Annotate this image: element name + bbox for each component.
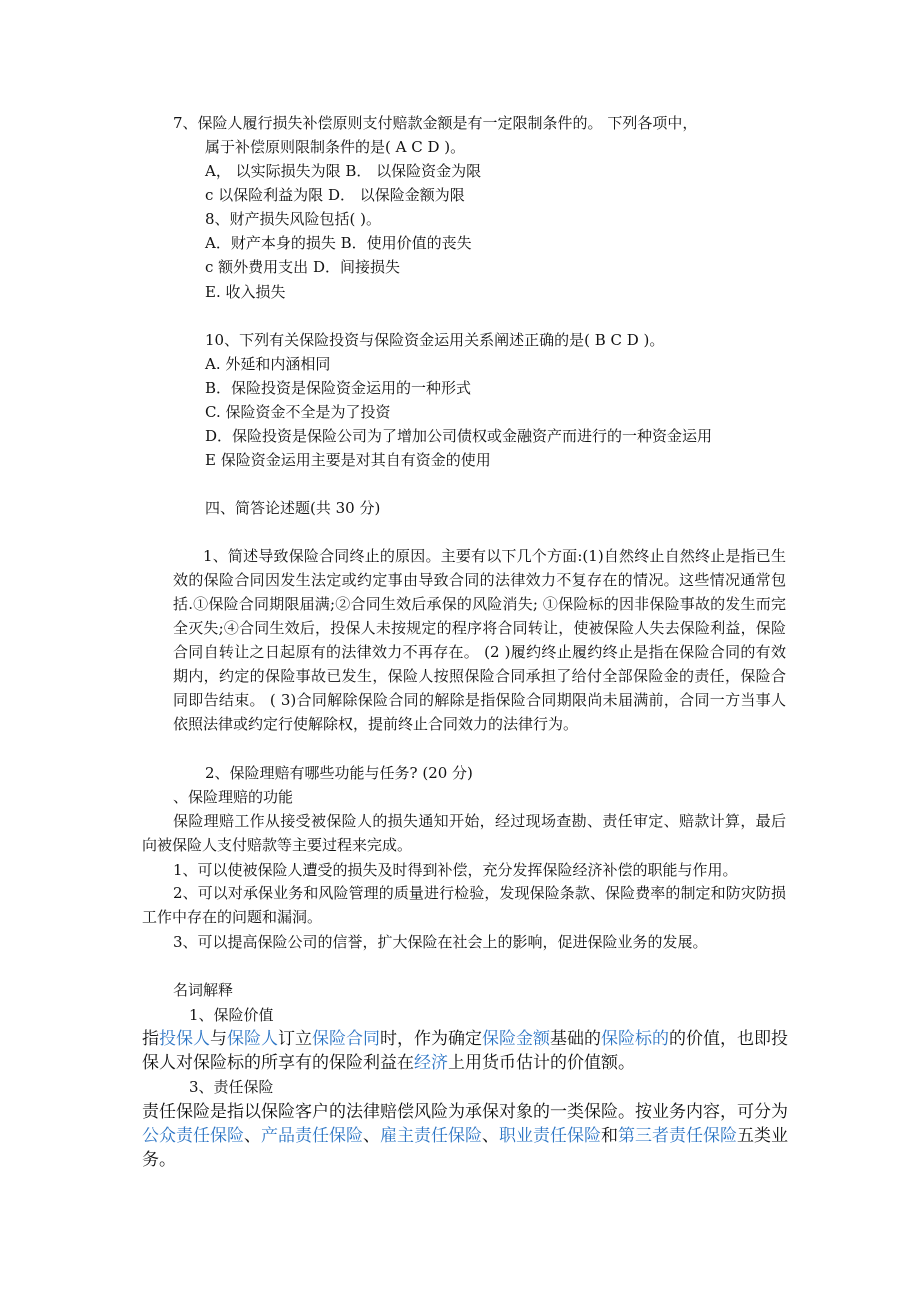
term-1-text: 订立	[278, 1029, 312, 1049]
link-insured-applicant[interactable]: 投保人	[159, 1029, 210, 1049]
link-insured-subject[interactable]: 保险标的	[601, 1029, 669, 1049]
term-3-text: 、	[244, 1126, 261, 1146]
link-public-liability[interactable]: 公众责任保险	[142, 1126, 244, 1146]
term-3-text: 五类业务。	[142, 1126, 788, 1170]
term-1-text: 基础的	[550, 1029, 601, 1049]
q10-option-b: B．保险投资是保险资金运用的一种形式	[205, 379, 472, 397]
q8-stem: 8、财产损失风险包括( )。	[205, 210, 382, 228]
term-3-title: 3、责任保险	[189, 1078, 274, 1096]
link-product-liability[interactable]: 产品责任保险	[261, 1126, 363, 1146]
term-1-text: 的价值，也即投保人对保险标的所享有的保险利益在	[142, 1029, 788, 1073]
answer-2-item-2: 2、可以对承保业务和风险管理的质量进行检验，发现保险条款、保险费率的制定和防灾防损工作中存在的问题和漏洞。	[142, 884, 786, 926]
q8-options-ab: A．财产本身的损失 B．使用价值的丧失	[205, 234, 472, 252]
link-insured-amount[interactable]: 保险金额	[482, 1029, 550, 1049]
q7-stem-line2: 属于补偿原则限制条件的是( A C D )。	[205, 138, 466, 156]
answer-2-title: 2、保险理赔有哪些功能与任务? (20 分)	[205, 764, 473, 782]
q10-stem: 10、下列有关保险投资与保险资金运用关系阐述正确的是( B C D )。	[205, 331, 665, 349]
term-3-definition	[142, 1100, 788, 1172]
q7-options-cd: c 以保险利益为限 D． 以保险金额为限	[205, 186, 465, 204]
term-1-text: 上用货币估计的价值额。	[448, 1053, 635, 1073]
term-1-text: 指	[142, 1029, 159, 1049]
term-3-text: 、	[363, 1126, 380, 1146]
link-professional-liability[interactable]: 职业责任保险	[499, 1126, 601, 1146]
link-insurance-contract[interactable]: 保险合同	[312, 1029, 380, 1049]
q8-options-cd: c 额外费用支出 D．间接损失	[205, 258, 400, 276]
section-heading: 四、简答论述题(共 30 分)	[205, 499, 381, 517]
q8-option-e: E. 收入损失	[205, 283, 286, 301]
link-third-party-liability[interactable]: 第三者责任保险	[618, 1126, 737, 1146]
term-1-definition	[142, 1027, 788, 1075]
q10-option-a: A. 外延和内涵相同	[205, 355, 331, 373]
term-1-text: 时，作为确定	[380, 1029, 482, 1049]
answer-2-intro: 保险理赔工作从接受被保险人的损失通知开始，经过现场查勘、责任审定、赔款计算，最后向被保险人支付赔款等主要过程来完成。	[142, 812, 786, 854]
q10-option-c: C. 保险资金不全是为了投资	[205, 403, 391, 421]
term-3-text: 责任保险是指以保险客户的法律赔偿风险为承保对象的一类保险。按业务内容，可分为	[142, 1102, 788, 1122]
answer-2-item-3: 3、可以提高保险公司的信誉，扩大保险在社会上的影响，促进保险业务的发展。	[173, 933, 708, 951]
term-1-title: 1、保险价值	[189, 1006, 274, 1024]
q10-option-e: E 保险资金运用主要是对其自有资金的使用	[205, 451, 491, 469]
link-insurer[interactable]: 保险人	[227, 1029, 278, 1049]
q10-option-d: D．保险投资是保险公司为了增加公司债权或金融资产而进行的一种资金运用	[205, 427, 713, 445]
q7-options-ab: A， 以实际损失为限 B． 以保险资金为限	[205, 162, 482, 180]
answer-2-subheading: 、保险理赔的功能	[173, 788, 294, 806]
term-3-text: 、	[482, 1126, 499, 1146]
link-employer-liability[interactable]: 雇主责任保险	[380, 1126, 482, 1146]
term-1-text: 与	[210, 1029, 227, 1049]
answer-1-paragraph: 1、简述导致保险合同终止的原因。主要有以下几个方面:(1)自然终止自然终止是指已生效的保险合同因发生法定或约定事由导致合同的法律效力不复存在的情况。这些情况通常包括.①保险合同期限届满;②合同生效后承保的风险消失; ①保险标的因非保险事故的发生而完全灭失;④合同生效后，投保人未按规定的程序将合同转让，使被保险人失去保险利益，保险合同自转让之日起原有的法律效力不再存在。 (2 )履约终止履约终止是指在保险合同的有效期内，约定的保险事故已发生，保险人按照保险合同承担了给付全部保险金的责任，保险合同即告结束。 ( 3)合同解除保险合同的解除是指保险合同期限尚未届满前，合同一方当事人依照法律或约定行使解除权，提前终止合同效力的法律行为。	[173, 547, 786, 733]
term-3-text: 和	[601, 1126, 618, 1146]
q7-stem-line1: 7、保险人履行损失补偿原则支付赔款金额是有一定限制条件的。 下列各项中，	[173, 114, 698, 132]
answer-2-item-1: 1、可以使被保险人遭受的损失及时得到补偿，充分发挥保险经济补偿的职能与作用。	[173, 861, 738, 879]
terms-heading: 名词解释	[173, 981, 234, 999]
link-economy[interactable]: 经济	[414, 1053, 448, 1073]
